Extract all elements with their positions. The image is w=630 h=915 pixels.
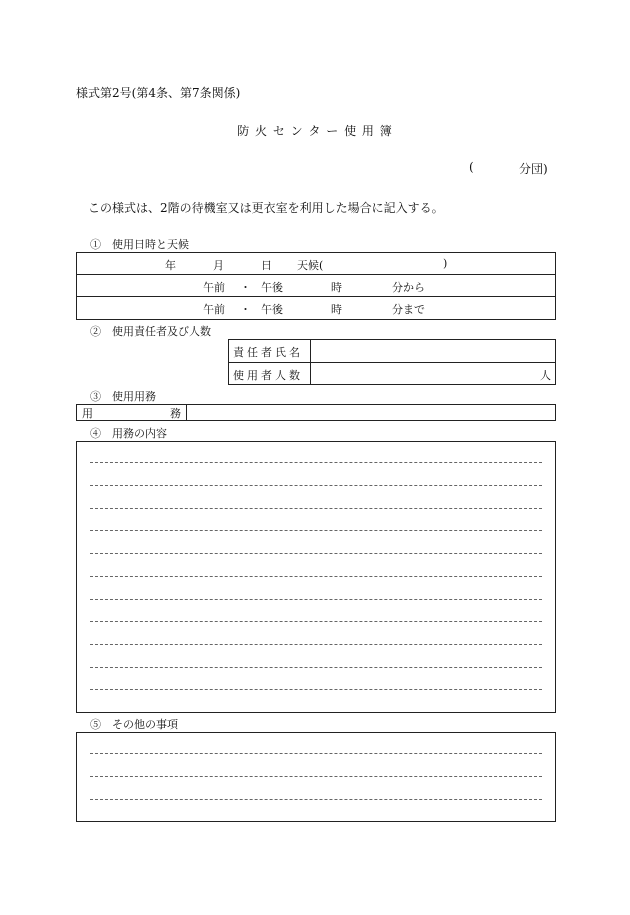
column-divider: [186, 404, 187, 421]
count-unit: 人: [540, 369, 551, 382]
day-label: 日: [261, 259, 272, 272]
writing-line: [90, 621, 542, 622]
purpose-table: [76, 404, 556, 421]
section4-heading: ④ 用務の内容: [90, 427, 167, 440]
purpose-content-box: [76, 441, 556, 713]
hour-label: 時: [331, 281, 342, 294]
other-matters-box: [76, 732, 556, 822]
writing-line: [90, 485, 542, 486]
writing-line: [90, 776, 542, 777]
writing-line: [90, 553, 542, 554]
weather-label: 天候(: [297, 259, 324, 272]
bunda-label: 分団): [519, 162, 548, 176]
separator-dot: ・: [240, 281, 251, 294]
separator-dot: ・: [240, 303, 251, 316]
section1-heading: ① 使用日時と天候: [90, 238, 189, 251]
month-label: 月: [213, 259, 224, 272]
row-divider: [76, 274, 556, 275]
section3-heading: ③ 使用用務: [90, 390, 156, 403]
column-divider: [310, 339, 311, 385]
until-label: 分まで: [392, 303, 425, 316]
writing-line: [90, 462, 542, 463]
section5-heading: ⑤ その他の事項: [90, 718, 178, 731]
writing-line: [90, 530, 542, 531]
bunda-open-paren: (: [469, 160, 474, 174]
writing-line: [90, 799, 542, 800]
hour-label: 時: [331, 303, 342, 316]
page-title: 防 火 セ ン タ ー 使 用 簿: [237, 124, 393, 138]
section2-heading: ② 使用責任者及び人数: [90, 325, 211, 338]
year-label: 年: [165, 259, 176, 272]
writing-line: [90, 644, 542, 645]
usage-note: この様式は、2階の待機室又は更衣室を利用した場合に記入する。: [88, 201, 444, 215]
am-label: 午前: [203, 281, 225, 294]
pm-label: 午後: [261, 303, 283, 316]
row-divider: [228, 362, 556, 363]
user-count-label: 使用者人数: [233, 369, 303, 382]
writing-line: [90, 576, 542, 577]
purpose-label-char-2: 務: [170, 407, 181, 420]
row-divider: [76, 296, 556, 297]
form-reference: 様式第2号(第4条、第7条関係): [76, 86, 241, 100]
responsible-name-label: 責任者氏名: [233, 346, 303, 359]
writing-line: [90, 599, 542, 600]
writing-line: [90, 508, 542, 509]
writing-line: [90, 667, 542, 668]
writing-line: [90, 753, 542, 754]
pm-label: 午後: [261, 281, 283, 294]
from-label: 分から: [392, 281, 425, 294]
am-label: 午前: [203, 303, 225, 316]
writing-line: [90, 689, 542, 690]
weather-close-paren: ): [443, 257, 448, 270]
purpose-label-char-1: 用: [82, 407, 93, 420]
